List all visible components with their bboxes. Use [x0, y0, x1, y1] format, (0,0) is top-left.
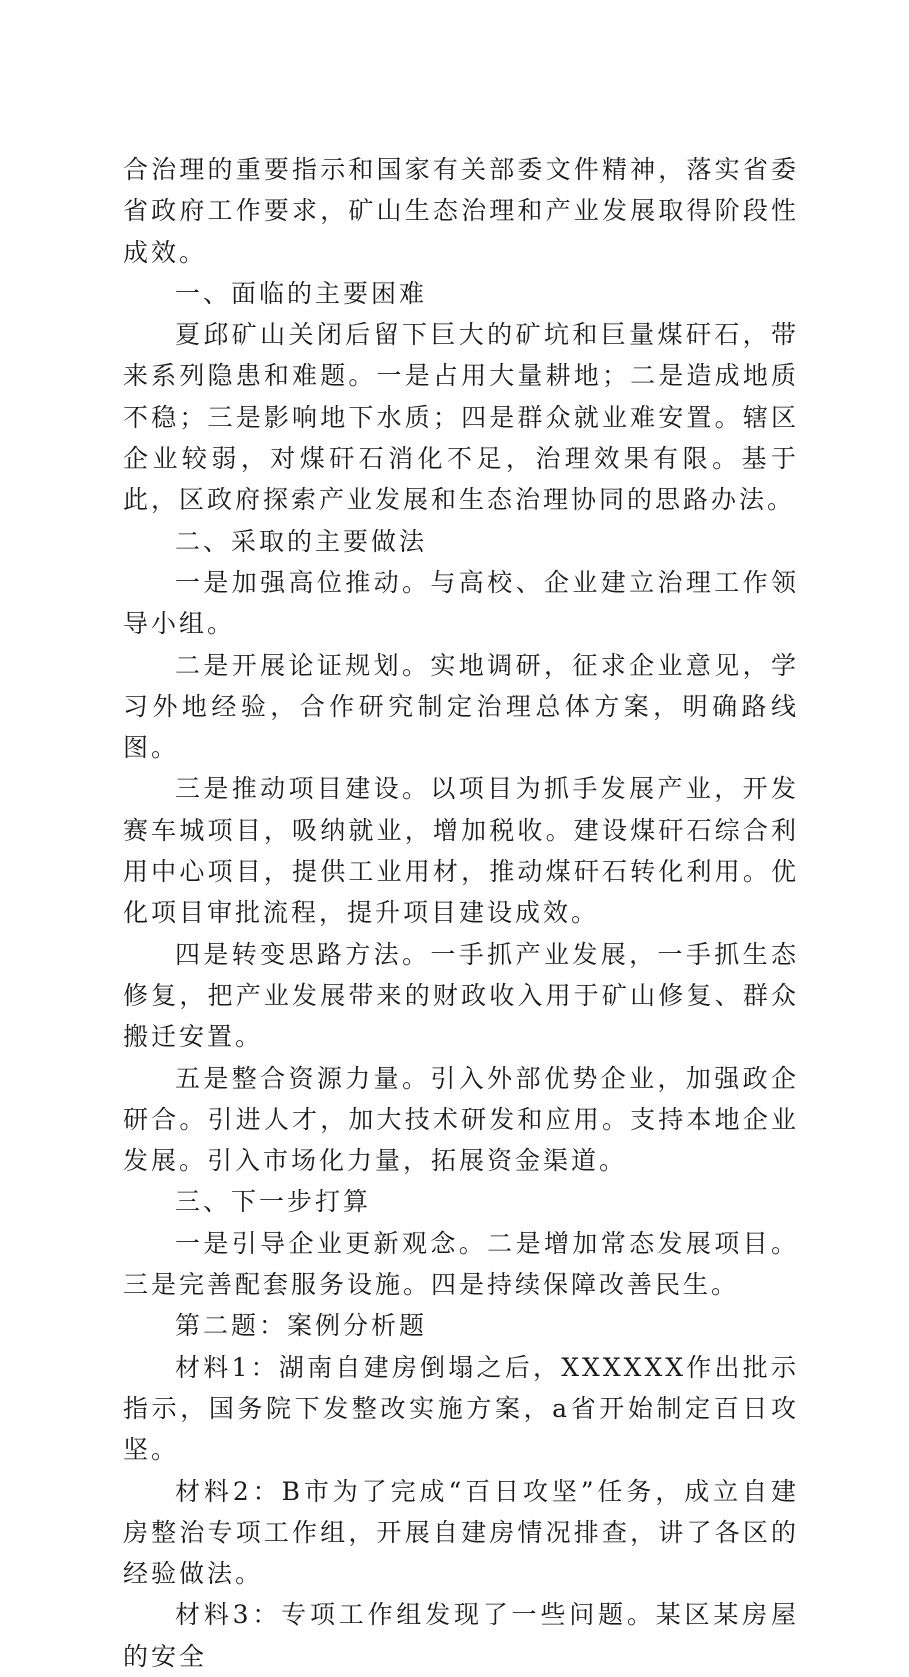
section-heading-difficulties: 一、面临的主要困难 — [175, 278, 428, 308]
paragraph: 四是转变思路方法。一手抓产业发展，一手抓生态修复，把产业发展带来的财政收入用于矿山修复、群众搬迁安置。 — [123, 939, 799, 1052]
question-heading: 第二题：案例分析题 — [175, 1311, 428, 1341]
material-2: 材料2：B市为了完成“百日攻坚”任务，成立自建房整治专项工作组，开展自建房情况排查，讲了各区的经验做法。 — [123, 1476, 799, 1589]
section-heading-measures: 二、采取的主要做法 — [175, 526, 428, 556]
paragraph: 二是开展论证规划。实地调研，征求企业意见，学习外地经验，合作研究制定治理总体方案，明确路线图。 — [123, 650, 799, 763]
paragraph: 一是引导企业更新观念。二是增加常态发展项目。三是完善配套服务设施。四是持续保障改善民生。 — [123, 1228, 799, 1300]
document-body — [123, 149, 799, 1677]
paragraph: 三是推动项目建设。以项目为抓手发展产业，开发赛车城项目，吸纳就业，增加税收。建设煤矸石综合利用中心项目，提供工业用材，推动煤矸石转化利用。优化项目审批流程，提升项目建设成效。 — [123, 774, 799, 928]
paragraph: 一是加强高位推动。与高校、企业建立治理工作领导小组。 — [123, 567, 799, 639]
paragraph: 夏邱矿山关闭后留下巨大的矿坑和巨量煤矸石，带来系列隐患和难题。一是占用大量耕地；二是造成地质不稳；三是影响地下水质；四是群众就业难安置。辖区企业较弱，对煤矸石消化不足，治理效果有限。基于此，区政府探索产业发展和生态治理协同的思路办法。 — [123, 320, 799, 515]
material-3: 材料3：专项工作组发现了一些问题。某区某房屋的安全 — [123, 1600, 799, 1671]
section-heading-next-steps: 三、下一步打算 — [175, 1187, 372, 1217]
paragraph: 五是整合资源力量。引入外部优势企业，加强政企研合。引进人才，加大技术研发和应用。支持本地企业发展。引入市场化力量，拓展资金渠道。 — [123, 1063, 799, 1176]
paragraph: 合治理的重要指示和国家有关部委文件精神，落实省委省政府工作要求，矿山生态治理和产业发展取得阶段性成效。 — [123, 155, 799, 267]
material-1: 材料1：湖南自建房倒塌之后，XXXXXX作出批示指示，国务院下发整改实施方案，a省开始制定百日攻坚。 — [123, 1352, 799, 1465]
